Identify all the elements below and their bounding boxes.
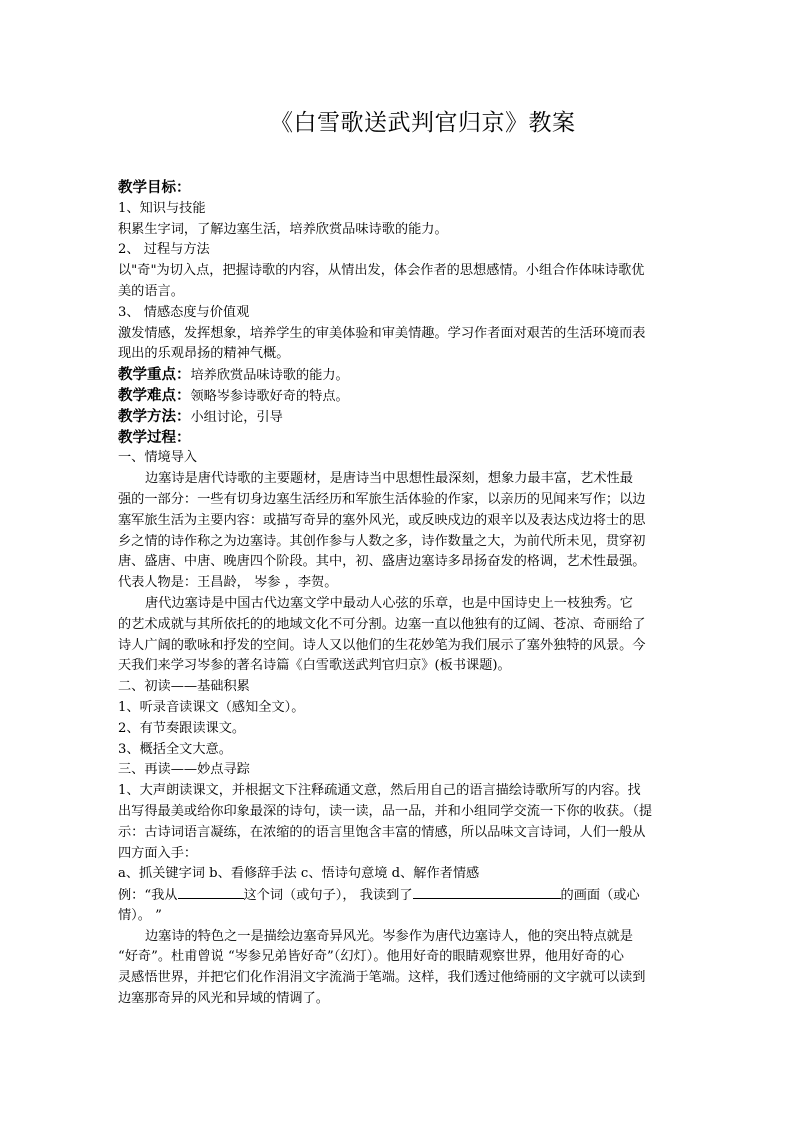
paragraph-line: 塞军旅生活为主要内容：或描写奇异的塞外风光，或反映戍边的艰辛以及表达戍边将士的思: [118, 512, 646, 528]
process-step-1-heading: 一、情境导入: [118, 450, 198, 466]
goal-1-text: 积累生字词，了解边塞生活，培养欣赏品味诗歌的能力。: [118, 221, 448, 237]
method-row: [118, 407, 678, 428]
paragraph-line: 灵感悟世界，并把它们化作涓涓文字流淌于笔端。这样，我们透过他绮丽的文字就可以读到: [118, 970, 646, 986]
paragraph-line: 的艺术成就与其所依托的的地域文化不可分割。边塞一直以他独有的辽阔、苍凉、奇丽给了: [118, 616, 646, 632]
example-part-3: 的画面（或心: [560, 888, 640, 904]
section-heading-goals: 教学目标：: [118, 179, 191, 196]
paragraph-line: 诗人广阔的歌咏和抒发的空间。诗人又以他们的生花妙笔为我们展示了塞外独特的风景。今: [118, 637, 646, 653]
example-sentence-end: 情）。 ”: [118, 907, 162, 923]
paragraph-line: 边塞那奇异的风光和异域的情调了。: [118, 991, 329, 1007]
goal-1-heading: 1、知识与技能: [118, 200, 206, 216]
paragraph-line: 代表人物是：王昌龄， 岑参 ，李贺。: [118, 575, 338, 591]
example-part-2: 这个词（或句子）， 我读到了: [243, 888, 413, 904]
paragraph-line: 唐代边塞诗是中国古代边塞文学中最动人心弦的乐章，也是中国诗史上一枝独秀。它: [145, 595, 633, 611]
document-body: [118, 178, 678, 1010]
key-point-label: 教学重点：: [118, 366, 191, 384]
goal-3-text-line: 激发情感，发挥想象，培养学生的审美体验和审美情趣。学习作者面对艰苦的生活环境而表: [118, 325, 646, 341]
reading-methods: a、抓关键字词 b、看修辞手法 c、悟诗句意境 d、解作者情感: [118, 866, 480, 882]
paragraph-line: 乡之情的诗作称之为边塞诗。其创作参与人数之多，诗作数量之大，为前代所未见，贯穿初: [118, 533, 646, 549]
method-text: 小组讨论，引导: [190, 409, 283, 425]
document-title: 《白雪歌送武判官归京》教案: [270, 110, 576, 136]
fill-in-blank[interactable]: [178, 885, 244, 899]
process-step-3-heading: 三、再读——妙点寻踪: [118, 762, 250, 778]
method-label: 教学方法：: [118, 407, 191, 425]
paragraph-line: “好奇”。杜甫曾说 “岑参兄弟皆好奇”（幻灯）。他用好奇的眼睛观察世界，他用好奇的心: [118, 949, 624, 965]
paragraph-line: 四方面入手：: [118, 845, 198, 861]
key-point-row: [118, 365, 678, 386]
list-item: 1、听录音读课文（感知全文）。: [118, 699, 305, 715]
paragraph-line: 示：古诗词语言凝练，在浓缩的的语言里饱含丰富的情感，所以品味文言诗词，人们一般从: [118, 824, 646, 840]
fill-in-blank[interactable]: [413, 885, 561, 899]
process-step-2-heading: 二、初读——基础积累: [118, 679, 250, 695]
section-heading-process: 教学过程：: [118, 428, 191, 446]
paragraph-line: 强的一部分：一些有切身边塞生活经历和军旅生活体验的作家，以亲历的见闻来写作；以边: [118, 491, 646, 507]
difficulty-text: 领略岑参诗歌好奇的特点。: [190, 388, 349, 404]
paragraph-line: 出写得最美或给你印象最深的诗句，读一读，品一品，并和小组同学交流一下你的收获。（提: [118, 803, 653, 819]
list-item: 2、有节奏跟读课文。: [118, 720, 246, 736]
key-point-text: 培养欣赏品味诗歌的能力。: [190, 368, 349, 384]
goal-3-text-line: 现出的乐观昂扬的精神气概。: [118, 346, 290, 362]
paragraph-line: 边塞诗的特色之一是描绘边塞奇异风光。岑参作为唐代边塞诗人，他的突出特点就是: [145, 928, 633, 944]
list-item: 3、概括全文大意。: [118, 741, 232, 757]
difficulty-label: 教学难点：: [118, 386, 191, 404]
goal-2-text-line: 美的语言。: [118, 283, 184, 299]
paragraph-line: 1、大声朗读课文，并根据文下注释疏通文意，然后用自己的语言描绘诗歌所写的内容。找: [118, 783, 641, 799]
example-part-1: 例：“我从: [118, 888, 178, 904]
paragraph-line: 天我们来学习岑参的著名诗篇《白雪歌送武判官归京》(板书课题)。: [118, 658, 511, 674]
goal-2-heading: 2、 过程与方法: [118, 242, 210, 258]
goal-2-text-line: 以"奇"为切入点，把握诗歌的内容，从情出发，体会作者的思想感情。小组合作体味诗歌优: [118, 263, 645, 279]
goal-3-heading: 3、 情感态度与价值观: [118, 304, 250, 320]
paragraph-line: 边塞诗是唐代诗歌的主要题材，是唐诗当中思想性最深刻，想象力最丰富，艺术性最: [145, 471, 633, 487]
paragraph-line: 唐、盛唐、中唐、晚唐四个阶段。其中，初、盛唐边塞诗多昂扬奋发的格调，艺术性最强。: [118, 554, 646, 570]
example-sentence: [118, 885, 678, 906]
difficulty-row: [118, 386, 678, 407]
